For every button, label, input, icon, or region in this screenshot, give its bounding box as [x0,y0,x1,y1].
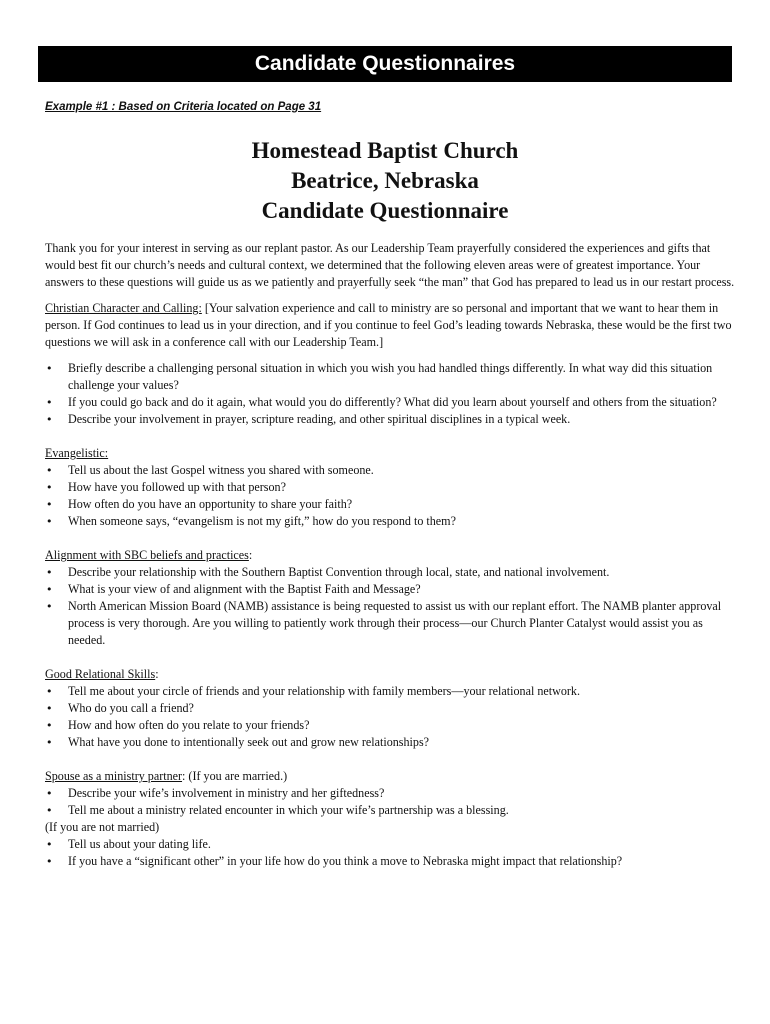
question-item: • If you have a “significant other” in your life how do you think a move to Nebraska might impact that relationship? [45,853,735,870]
question-item: • What is your view of and alignment with the Baptist Faith and Message? [45,581,735,598]
question-list [45,564,735,649]
heading-suffix: : (If you are married.) [182,769,288,783]
section-relational-skills [45,666,735,751]
question-item: • What have you done to intentionally seek out and grow new relationships? [45,734,735,751]
heading-suffix: : [248,548,253,562]
unmarried-label: (If you are not married) [45,820,160,834]
section-heading: Good Relational Skills [45,667,156,681]
section-heading: Spouse as a ministry partner [45,769,183,783]
section-note: [Your salvation experience and call to ministry are so personal and important that we want to hear them in person. If God continues to lead us in your direction, and if you continue to feel God’s leading towards Nebraska, these would be the first two questions we will ask in a conference call with our Leadership Team.] [45,301,732,349]
question-item: • Tell me about your circle of friends and your relationship with family members—your relational network. [45,683,735,700]
evangelistic-heading-paragraph [45,445,735,462]
question-item: • How often do you have an opportunity to share your faith? [45,496,735,513]
example-label: Example #1 : Based on Criteria located on Page 31 [45,101,322,113]
question-item: • When someone says, “evangelism is not my gift,” how do you respond to them? [45,513,735,530]
section-christian-character [45,300,735,428]
heading-suffix: : [155,667,159,681]
questionnaire-body [45,240,735,870]
spouse-heading-paragraph [45,768,735,785]
section-evangelistic [45,445,735,530]
section-sbc-alignment [45,547,735,649]
question-item: • Tell me about a ministry related encounter in which your wife’s partnership was a blessing. [45,802,735,819]
question-item: • Briefly describe a challenging personal situation in which you wish you had handled things differently. In what way did this situation challenge your values? [45,360,735,394]
question-item: • If you could go back and do it again, what would you do differently? What did you learn about yourself and others from the situation? [45,394,735,411]
question-list [45,360,735,428]
relational-heading-paragraph [45,666,735,683]
document-header [38,136,732,226]
question-item: • Tell us about your dating life. [45,836,735,853]
question-item: • Describe your relationship with the Southern Baptist Convention through local, state, and national involvement. [45,564,735,581]
question-list [45,785,735,819]
church-name: Homestead Baptist Church [251,138,519,163]
question-item: • North American Mission Board (NAMB) assistance is being requested to assist us with our replant effort. The NAMB planter approval process is very thorough. Are you willing to patiently work through their process—our Church Planter Catalyst would assist you as needed. [45,598,735,649]
christian-heading-paragraph [45,300,735,351]
section-heading: Christian Character and Calling: [45,301,202,315]
banner-title: Candidate Questionnaires [38,46,732,82]
church-location: Beatrice, Nebraska [291,168,479,193]
section-heading: Alignment with SBC beliefs and practices [45,548,249,562]
section-heading: Evangelistic: [45,446,109,460]
question-item: • Tell us about the last Gospel witness you shared with someone. [45,462,735,479]
question-list [45,683,735,751]
question-item: • Describe your involvement in prayer, scripture reading, and other spiritual disciplines in a typical week. [45,411,735,428]
question-list [45,836,735,870]
alignment-heading-paragraph [45,547,735,564]
question-item: • How and how often do you relate to your friends? [45,717,735,734]
intro-paragraph: Thank you for your interest in serving as our replant pastor. As our Leadership Team prayerfully considered the experiences and gifts that would best fit our church’s needs and cultural context, we determined that the following eleven areas were of greatest importance. Your answers to these questions will guide us as we patiently and prayerfully seek “the man” that God has prepared to lead us in our restart process. [45,241,735,289]
question-list [45,462,735,530]
question-item: • Who do you call a friend? [45,700,735,717]
document-title: Candidate Questionnaire [261,198,509,223]
question-item: • Describe your wife’s involvement in ministry and her giftedness? [45,785,735,802]
section-spouse [45,768,735,870]
question-item: • How have you followed up with that person? [45,479,735,496]
